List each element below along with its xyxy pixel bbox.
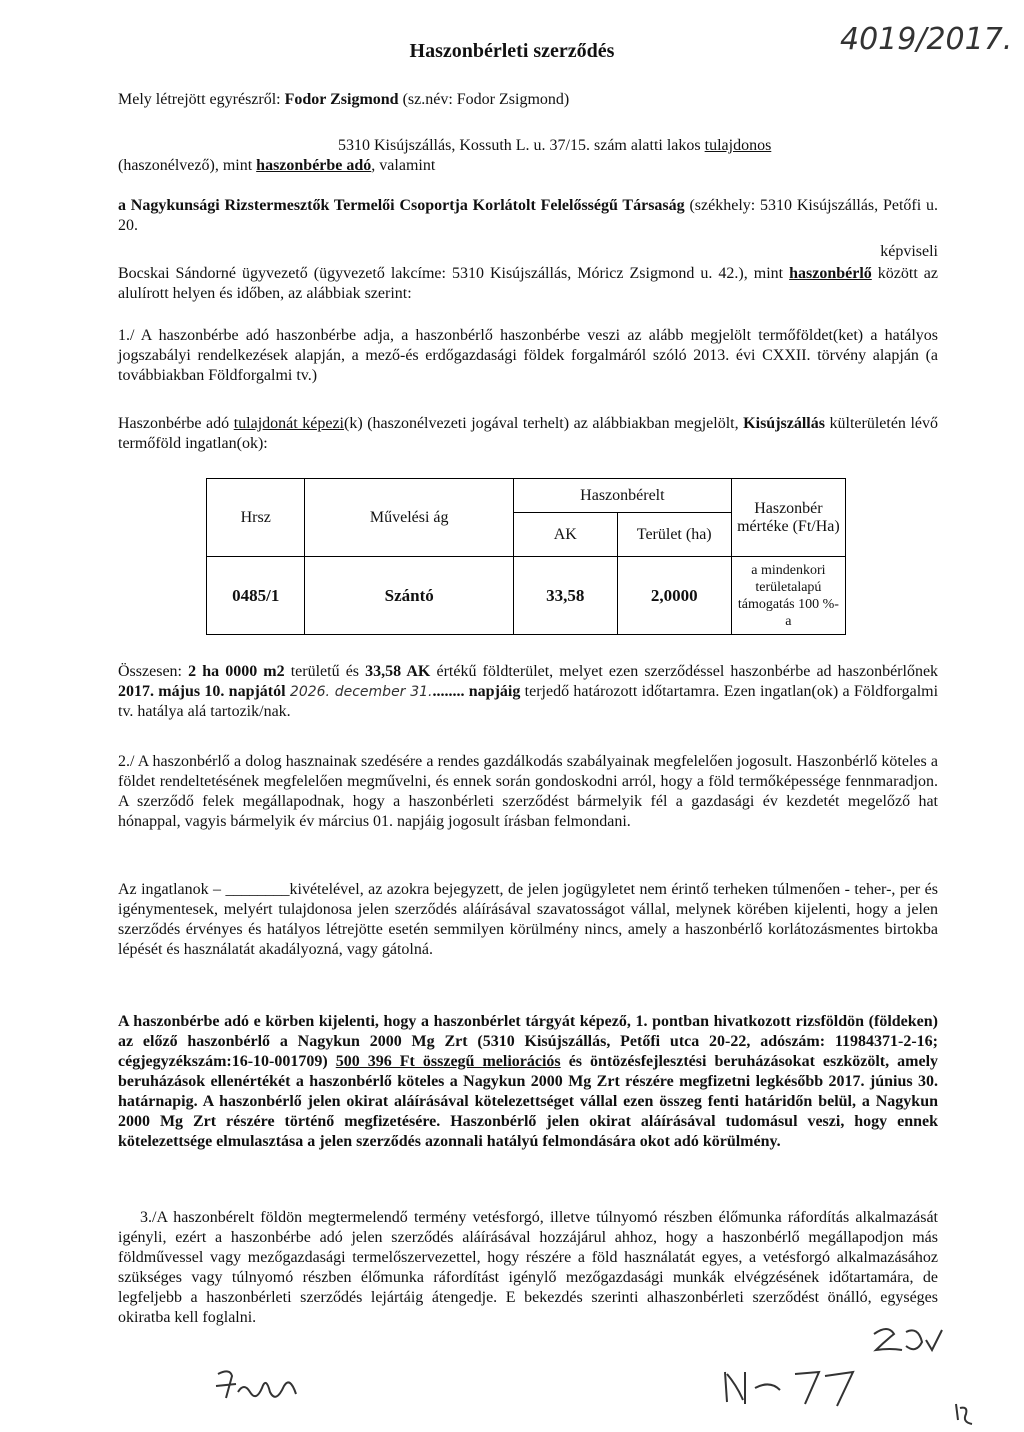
cell-hrsz: 0485/1: [207, 557, 305, 635]
signature-lessee: [715, 1360, 885, 1410]
cell-haszonber: a mindenkori területalapú támogatás 100 %-a: [731, 557, 845, 635]
represented-label: képviseli: [880, 243, 938, 260]
initials-corner: [950, 1398, 980, 1428]
section-2-text: 2./ A haszonbérlő a dolog hasznainak szedésére a rendes gazdálkodás szabályainak megfelelően jogosult. Haszonbérlő köteles a földet rendeltetésének megfelelően megművelni, és ennek során gondoskodni arról, hogy a föld termőképessége fennmaradjon. A szerződő felek megállapodnak, hogy a haszonbérleti szerződést bármelyik fél a gazdasági év kezdetét megelőző hat hónappal, vagyis bármelyik év március 01. napjáig jogosult írásban felmondani.: [118, 753, 938, 830]
header-haszonberelt: Haszonbérelt: [513, 479, 731, 513]
summary-paragraph: Összesen: 2 ha 0000 m2 területű és 33,58 AK értékű földterület, melyet ezen szerződéssel haszonbérbe ad haszonbérlőnek 2017. május 10. napjától 2026. december 31......... napjáig terjedő határozott időtartamra. Ezen ingatlan(ok) a Földforgalmi tv. hatálya alá tartozik/nak.: [118, 663, 939, 720]
company-paragraph: a Nagykunsági Rizstermesztők Termelői Csoportja Korlátolt Felelősségű Társaság (székhely: 5310 Kisújszállás, Petőfi u. 20.: [118, 197, 938, 234]
section-1-text: 1./ A haszonbérbe adó haszonbérbe adja, a haszonbérlő haszonbérbe veszi az alább megjelölt termőföldet(ket) a hatályos jogszabályi rendelkezések alapján, a mező-és erdőgazdasági földek forgalmáról szóló 2013. évi CXXII. törvény alapján (a továbbiakban Földforgalmi tv.): [118, 327, 938, 384]
owner-address: 5310 Kisújszállás, Kossuth L. u. 37/15. szám alatti lakos tulajdonos (haszonélvező), mint haszonbérbe adó, valamint: [118, 137, 772, 174]
header-terulet: Terület (ha): [617, 513, 731, 557]
header-haszonber: Haszonbér mértéke (Ft/Ha): [731, 479, 845, 557]
representative-paragraph: Bocskai Sándorné ügyvezető (ügyvezető lakcíme: 5310 Kisújszállás, Móricz Zsigmond u. 42.), mint haszonbérlő között az alulírott helyen és időben, az alábbiak szerint:: [118, 265, 939, 302]
document-title: Haszonbérleti szerződés: [409, 40, 615, 62]
parties-line: Mely létrejött egyrészről: Fodor Zsigmond (sz.név: Fodor Zsigmond): [118, 91, 570, 108]
property-table: [206, 478, 846, 635]
initials-mark: [868, 1320, 948, 1366]
signature-lessor: [210, 1362, 310, 1412]
registry-number-handwritten: 4019/2017.: [840, 22, 1013, 57]
cell-terulet: 2,0000: [617, 557, 731, 635]
end-date-handwritten: 2026. december 31.: [289, 684, 433, 700]
property-paragraph: Haszonbérbe adó tulajdonát képezi(k) (haszonélvezeti jogával terhelt) az alábbiakban megjelölt, Kisújszállás külterületén lévő termőföld ingatlan(ok):: [118, 415, 939, 452]
investment-paragraph: A haszonbérbe adó e körben kijelenti, hogy a haszonbérlet tárgyát képező, 1. pontban hivatkozott rizsföldön (földeken) az előző haszonbérlő a Nagykun 2000 Mg Zrt (5310 Kisújszállás, Petőfi utca 20-22, adószám: 11984371-2-16; cégjegyzékszám:16-10-001709) 500 396 Ft összegű meliorációs és öntözésfejlesztési beruházásokat eszközölt, amely beruházások ellenértékét a haszonbérlő köteles a Nagykun 2000 Mg Zrt részére megfizetni legkésőbb 2017. június 30. határnapig. A haszonbérlő jelen okirat aláírásával kötelezettséget vállal ezen összeg fenti határidőn belül, a Nagykun 2000 Mg Zrt részére történő megfizetésére. Haszonbérlő jelen okirat aláírásával tudomásul veszi, hogy ennek kötelezettsége elmulasztása a jelen szerződés azonnali hatályú felmondására okot adó körülmény.: [118, 1013, 939, 1150]
section-3-text: 3./A haszonbérelt földön megtermelendő termény vetésforgó, illetve túlnyomó részben élőmunka ráfordítás alkalmazását igényli, ezért a haszonbérbe adó jelen szerződés aláírásával hozzájárul ahhoz, hogy a haszonbérlő megállapodjon más földművessel vagy mezőgazdasági termelőszervezettel, hogy részére a föld használatát egyes, a vetésforgó alkalmazásához szükséges vagy túlnyomó részben élőmunka ráfordítást igénylő mezőgazdasági munkák elvégzésének időtartamára, de legfeljebb a haszonbérleti szerződés lejártáig átengedje. E bekezdés szerinti alhaszonbérleti szerződést önálló, egységes okiratba kell foglalni.: [118, 1209, 938, 1326]
encumbrance-paragraph: Az ingatlanok – ________kivételével, az azokra bejegyzett, de jelen jogügyletet nem érintő terheken túlmenően - teher-, per és igénymentesek, melyért tulajdonosa jelen szerződés aláírásával szavatosságot vállal, melynek körében kijelenti, hogy a jelen szerződés érvényes és hatályos létrejötte esetén semmilyen körülmény nincs, amely a haszonbérlő korlátozásmentes birtokba lépését és használatát akadályozná, vagy gátolná.: [118, 881, 939, 958]
header-hrsz: Hrsz: [207, 479, 305, 557]
cell-muvelesi-ag: Szántó: [305, 557, 513, 635]
header-muvelesi-ag: Művelési ág: [305, 479, 513, 557]
header-ak: AK: [513, 513, 617, 557]
cell-ak: 33,58: [513, 557, 617, 635]
